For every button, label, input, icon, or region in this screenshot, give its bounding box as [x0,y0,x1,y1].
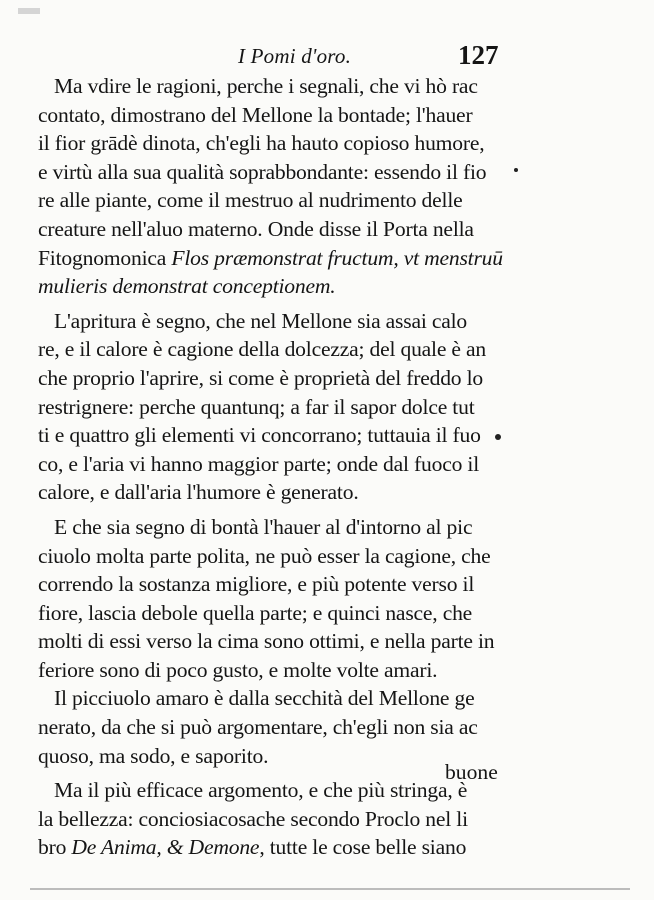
text-line: mulieris demonstrat conceptionem. [38,274,336,299]
text-line: Ma il più efficace argomento, e che più stringa, è [54,778,468,803]
text-run: , tutte le cose belle siano [259,835,467,860]
text-line [38,833,538,862]
body-text [38,72,538,862]
text-line: il fior grādè dinota, ch'egli ha hauto copioso humore, [38,131,485,156]
text-line: co, e l'aria vi hanno maggior parte; onde dal fuoco il [38,451,480,476]
text-line: creature nell'aluo materno. Onde disse il Porta nella [38,216,474,241]
text-line: feriore sono di poco gusto, e molte volte amari. [38,657,438,682]
text-line: Ma vdire le ragioni, perche i segnali, che vi hò rac [54,74,478,98]
ink-dot [495,434,501,440]
text-line: calore, e dall'aria l'humore è generato. [38,480,359,505]
running-head: I Pomi d'oro. [238,44,352,68]
text-line: re alle piante, come il mestruo al nudrimento delle [38,188,463,213]
ink-dot [514,168,518,172]
page-number: 127 [458,40,499,70]
text-line: L'apritura è segno, che nel Mellone sia assai calo [54,308,468,333]
text-line: molti di essi verso la cima sono ottimi, e nella parte in [38,629,495,654]
text-run: Fitognomonica [38,245,172,270]
text-line [38,244,538,273]
latin-quote: Flos præmonstrat fructum, vt menstruū [171,245,503,270]
text-line: ciuolo molta parte polita, ne può esser la cagione, che [38,543,491,568]
text-line: e virtù alla sua qualità soprabbondante: essendo il fio [38,159,487,184]
text-line: fiore, lascia debole quella parte; e quinci nasce, che [38,600,473,625]
text-run: bro [38,835,72,860]
page-edge-shadow [30,888,630,890]
text-line: quoso, ma sodo, e saporito. [38,743,269,768]
book-title: De Anima, & Demone [71,835,260,860]
text-line: re, e il calore è cagione della dolcezza; del quale è an [38,337,486,362]
text-line: che proprio l'aprire, si come è proprietà del freddo lo [38,365,483,390]
text-line: correndo la sostanza migliore, e più potente verso il [38,572,475,597]
catchword: buone [445,760,498,784]
text-line: la bellezza: conciosiacosache secondo Proclo nel li [38,806,468,831]
text-line: ti e quattro gli elementi vi concorrano; tuttauia il fuo [38,423,481,448]
text-line: contato, dimostrano del Mellone la bontade; l'hauer [38,102,473,127]
page-header [0,40,654,74]
text-line: E che sia segno di bontà l'hauer al d'intorno al pic [54,514,473,539]
ink-speck [18,8,40,14]
text-line: nerato, da che si può argomentare, ch'egli non sia ac [38,715,478,740]
text-line: restrignere: perche quantunq; a far il sapor dolce tut [38,394,475,419]
text-line: Il picciuolo amaro è dalla secchità del Mellone ge [54,686,475,711]
